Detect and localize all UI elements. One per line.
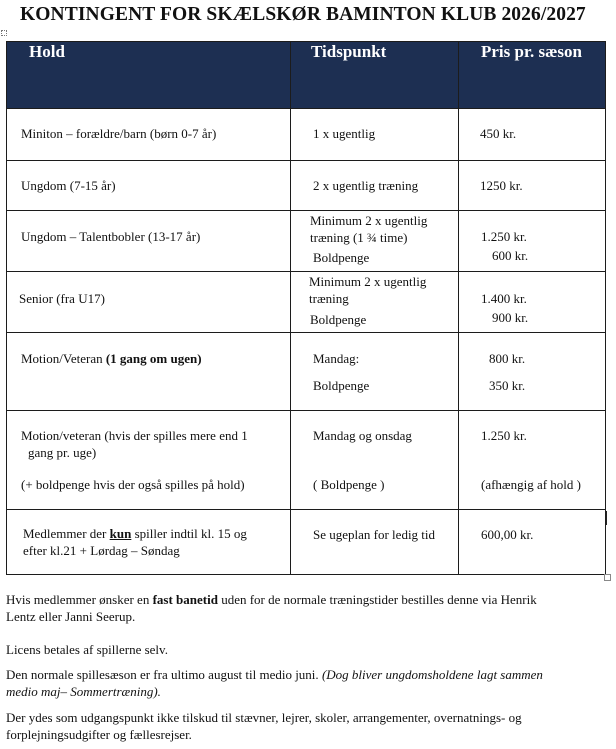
table-row (7, 161, 606, 211)
cell-tidspunkt: Se ugeplan for ledig tid (291, 510, 459, 575)
header-hold: Hold (7, 42, 291, 109)
note-fast-banetid: Hvis medlemmer ønsker en fast banetid uden for de normale træningstider bestilles denne via Henrik Lentz eller Janni Seerup. (6, 592, 537, 624)
cell-pris: 1250 kr. (459, 161, 606, 211)
cell-pris: 1.250 kr. 600 kr. (459, 211, 606, 272)
cell-tidspunkt: 2 x ugentlig træning (291, 161, 459, 211)
cell-tidspunkt: 1 x ugentlig (291, 109, 459, 161)
cell-tidspunkt: Minimum 2 x ugentlig træning Boldpenge (291, 272, 459, 333)
note-spillesaeson: Den normale spillesæson er fra ultimo august til medio juni. (Dog bliver ungdomsholdene lagt sammen medio maj– Sommertræning). (6, 667, 543, 699)
table-row (7, 411, 606, 510)
note-licens: Licens betales af spillerne selv. (6, 642, 168, 657)
table-resize-handle[interactable] (604, 574, 611, 581)
cell-hold: Ungdom – Talentbobler (13-17 år) (7, 211, 291, 272)
cell-pris: 800 kr. 350 kr. (459, 333, 606, 411)
cell-hold: Ungdom (7-15 år) (7, 161, 291, 211)
cell-hold: Miniton – forældre/barn (børn 0-7 år) (7, 109, 291, 161)
note-tilskud: Der ydes som udgangspunkt ikke tilskud til stævner, lejrer, skoler, arrangementer, overnatnings- og forplejningsudgifter og fællesrejser. (6, 710, 522, 742)
header-pris: Pris pr. sæson (459, 42, 606, 109)
cell-tidspunkt: Mandag: Boldpenge (291, 333, 459, 411)
header-tidspunkt: Tidspunkt (291, 42, 459, 109)
fee-table (6, 41, 606, 575)
cell-pris: 600,00 kr. (459, 510, 606, 575)
document-title: KONTINGENT FOR SKÆLSKØR BAMINTON KLUB 2026/2027 (20, 4, 586, 25)
cell-pris: 1.400 kr. 900 kr. (459, 272, 606, 333)
cell-pris: 450 kr. (459, 109, 606, 161)
table-header-row (7, 42, 606, 109)
table-row (7, 333, 606, 411)
text-cursor (606, 511, 607, 525)
table-row (7, 109, 606, 161)
cell-hold: Medlemmer der kun spiller indtil kl. 15 og efter kl.21 + Lørdag – Søndag (7, 510, 291, 575)
cell-tidspunkt: Minimum 2 x ugentlig træning (1 ¾ time) Boldpenge (291, 211, 459, 272)
table-row (7, 510, 606, 575)
cell-hold: Motion/veteran (hvis der spilles mere end 1 gang pr. uge) (+ boldpenge hvis der også spilles på hold) (7, 411, 291, 510)
table-row (7, 211, 606, 272)
cell-pris: 1.250 kr. (afhængig af hold ) (459, 411, 606, 510)
table-anchor-icon[interactable] (1, 30, 7, 36)
table-row (7, 272, 606, 333)
cell-hold: Motion/Veteran (1 gang om ugen) (7, 333, 291, 411)
cell-hold: Senior (fra U17) (7, 272, 291, 333)
cell-tidspunkt: Mandag og onsdag ( Boldpenge ) (291, 411, 459, 510)
